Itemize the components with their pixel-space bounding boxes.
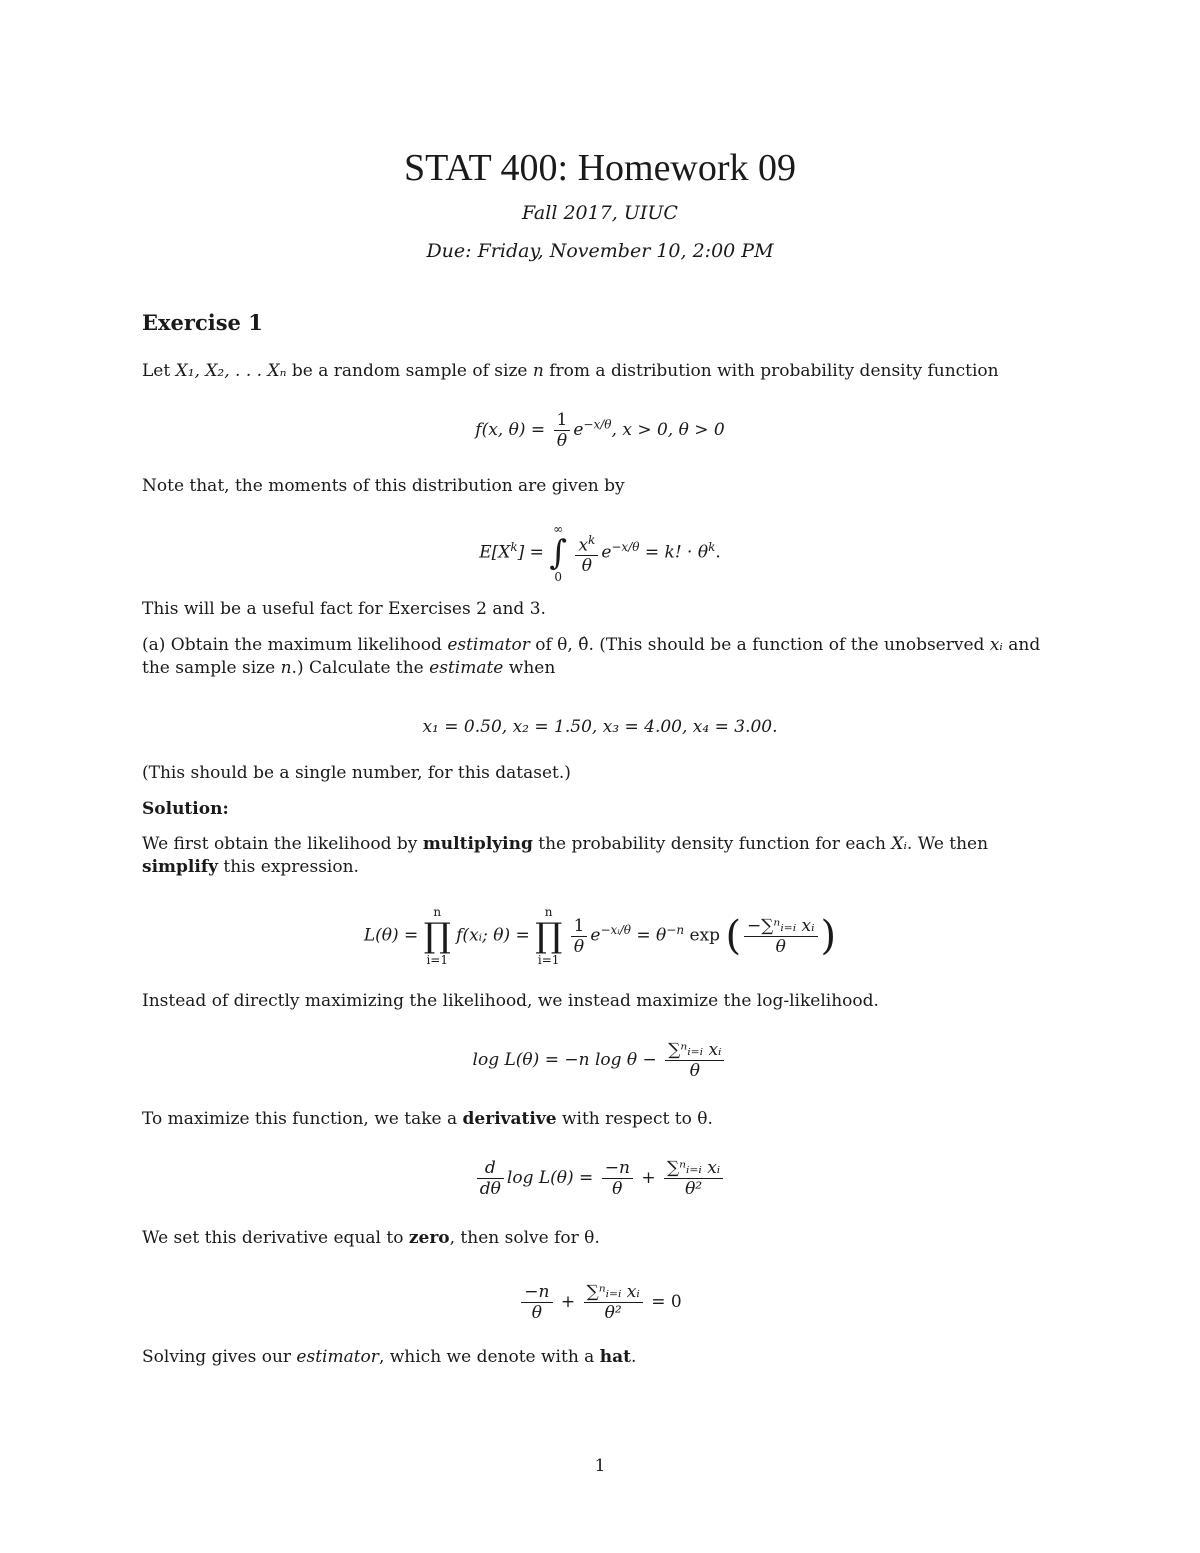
useful-fact: This will be a useful fact for Exercises 2 and 3.: [142, 599, 546, 619]
moment-lhs: E[X: [479, 542, 511, 563]
moment-num-x: x: [578, 535, 589, 556]
integral-lower: 0: [554, 570, 562, 584]
d-fraction: [477, 1158, 504, 1199]
prod2-lower: i=1: [537, 953, 560, 967]
part-a-estimator: estimator: [447, 635, 530, 655]
intro-text-b: be a random sample of size: [286, 361, 533, 381]
part-a-text-2: of θ, θ̂. (This should be a function of the unobserved: [529, 635, 990, 655]
integral-sign: [549, 522, 567, 584]
hat-paragraph: [142, 1346, 1062, 1369]
derivative-paragraph: [142, 1108, 1062, 1131]
deriv-f1-den: θ: [612, 1179, 623, 1199]
instead-text: Instead of directly maximizing the likelihood, we instead maximize the log-likelihood.: [142, 991, 879, 1011]
sol-text-c: the probability density function for each: [532, 834, 892, 854]
lik-fraction: [571, 916, 588, 957]
zero-rhs: = 0: [651, 1292, 682, 1312]
part-a-text-4: .) Calculate the: [291, 658, 430, 678]
moment-num-k: k: [588, 532, 596, 547]
due-date: Due: Friday, November 10, 2:00 PM: [426, 240, 774, 262]
lik-exp: −xᵢ/θ: [600, 922, 631, 937]
loglik-den: θ: [689, 1061, 700, 1081]
intro-vars: X₁, X₂, . . . Xₙ: [175, 361, 287, 381]
zero-plus: +: [560, 1292, 576, 1312]
loglik-num: ∑ⁿᵢ₌ᵢ xᵢ: [665, 1040, 724, 1061]
zero-equation: [0, 1282, 1200, 1323]
moment-rhs-end: .: [715, 542, 721, 563]
part-a-text-1: (a) Obtain the maximum likelihood: [142, 635, 448, 655]
pdf-den: θ: [556, 431, 568, 451]
deriv-mid: log L(θ) =: [506, 1168, 594, 1188]
part-a-n: n: [280, 658, 292, 678]
intro-text-c: from a distribution with probability density function: [543, 361, 999, 381]
intro-text-a: Let: [142, 361, 176, 381]
zero-f2-num: ∑ⁿᵢ₌ᵢ xᵢ: [584, 1282, 643, 1303]
lik-exp-word: exp: [684, 925, 721, 946]
deriv-f1-num: −n: [602, 1158, 633, 1179]
integral-symbol-icon: ∫: [549, 533, 568, 573]
moment-equation: [0, 522, 1200, 584]
part-a-estimate: estimate: [429, 658, 504, 678]
lik-exp-base: e: [590, 925, 601, 946]
likelihood-equation: [0, 905, 1200, 967]
lik-lhs: L(θ) =: [363, 925, 419, 946]
solution-label: Solution:: [142, 799, 229, 819]
sol-text-d: Xᵢ: [891, 834, 907, 854]
deriv-fraction-2: [664, 1158, 723, 1199]
loglik-equation: [0, 1040, 1200, 1081]
intro-n: n: [532, 361, 544, 381]
pdf-equation: [0, 410, 1200, 451]
sol-text-b: multiplying: [422, 834, 533, 854]
deriv-text-a: To maximize this function, we take a: [142, 1109, 463, 1129]
zero-fraction-2: [584, 1282, 643, 1323]
lik-mid2: = θ: [631, 925, 667, 946]
product-1: [424, 905, 451, 967]
hat-text-c: , which we denote with a: [378, 1347, 600, 1367]
lik-frac-num: −∑ⁿᵢ₌ᵢ xᵢ: [744, 916, 818, 937]
part-a-text-5: when: [503, 658, 556, 678]
data-equation: x₁ = 0.50, x₂ = 1.50, x₃ = 4.00, x₄ = 3.00.: [422, 717, 778, 737]
product-2: [535, 905, 562, 967]
integral-upper: ∞: [553, 522, 564, 536]
lik-mid2-sup: −n: [666, 922, 685, 937]
pdf-fraction: [554, 410, 571, 451]
lik-frac-den: θ: [775, 936, 786, 957]
lik-mid1: f(xᵢ; θ) =: [456, 925, 530, 946]
prod1-lower: i=1: [426, 953, 448, 967]
term-subtitle: Fall 2017, UIUC: [522, 202, 678, 224]
d-num: d: [477, 1158, 504, 1179]
lik-num: 1: [571, 916, 588, 937]
pdf-num: 1: [554, 410, 571, 431]
moment-exp-base: e: [601, 542, 612, 563]
part-a-xi: xᵢ: [989, 635, 1003, 655]
single-number-note: (This should be a single number, for this dataset.): [142, 763, 571, 783]
pdf-exp: −x/θ: [583, 417, 612, 432]
zero-f1-num: −n: [521, 1282, 552, 1303]
moment-den: θ: [581, 556, 592, 577]
hat-text-b: estimator: [296, 1347, 379, 1367]
moment-k: k: [510, 539, 518, 554]
solution-paragraph: [142, 833, 1062, 879]
moment-rhs: = k! · θ: [639, 542, 709, 563]
page-title: STAT 400: Homework 09: [403, 147, 797, 189]
moment-rhs-k: k: [708, 539, 716, 554]
exercise-heading: Exercise 1: [142, 310, 263, 335]
product-symbol-icon-2: ∏: [535, 916, 563, 956]
left-paren-icon: (: [725, 913, 742, 959]
moment-lhs-close: ] =: [517, 542, 544, 563]
part-a-text-3: and the sample size: [142, 635, 1041, 678]
zero-f2-den: θ²: [604, 1303, 622, 1323]
loglik-fraction: [665, 1040, 724, 1081]
zero-paragraph: [142, 1227, 1062, 1250]
zero-text-c: , then solve for θ.: [449, 1228, 600, 1248]
loglik-lhs: log L(θ) = −n log θ −: [472, 1050, 657, 1070]
deriv-plus: +: [641, 1168, 656, 1188]
deriv-fraction-1: [602, 1158, 633, 1199]
part-a-paragraph: [142, 634, 1062, 680]
prod2-upper: n: [544, 905, 553, 919]
sol-text-f: simplify: [142, 857, 219, 877]
pdf-cond: , x > 0, θ > 0: [611, 420, 725, 440]
zero-f1-den: θ: [531, 1303, 543, 1323]
deriv-f2-num: ∑ⁿᵢ₌ᵢ xᵢ: [664, 1158, 723, 1179]
sol-text-g: this expression.: [218, 857, 359, 877]
moment-exp: −x/θ: [611, 539, 640, 554]
moments-text: Note that, the moments of this distribution are given by: [142, 476, 625, 496]
pdf-exp-base: e: [573, 420, 584, 440]
d-den: dθ: [479, 1179, 501, 1199]
product-symbol-icon: ∏: [423, 916, 451, 956]
moment-num: [575, 530, 598, 557]
moment-fraction: [575, 530, 598, 577]
sol-text-e: . We then: [906, 834, 989, 854]
deriv-f2-den: θ²: [685, 1179, 703, 1199]
zero-text-b: zero: [408, 1228, 450, 1248]
right-paren-icon: ): [820, 913, 837, 959]
zero-text-a: We set this derivative equal to: [142, 1228, 409, 1248]
hat-text-a: Solving gives our: [142, 1347, 297, 1367]
zero-fraction-1: [521, 1282, 552, 1323]
deriv-text-c: with respect to θ.: [556, 1109, 713, 1129]
pdf-lhs: f(x, θ) =: [475, 420, 546, 440]
derivative-equation: [0, 1158, 1200, 1199]
deriv-text-b: derivative: [462, 1109, 557, 1129]
sol-text-a: We first obtain the likelihood by: [142, 834, 423, 854]
hat-text-d: hat: [599, 1347, 631, 1367]
lik-exp-fraction: [744, 916, 818, 957]
lik-den: θ: [573, 936, 585, 957]
intro-paragraph: [142, 360, 1062, 383]
page-number: 1: [594, 1456, 606, 1476]
prod1-upper: n: [433, 905, 442, 919]
hat-text-e: .: [630, 1347, 637, 1367]
